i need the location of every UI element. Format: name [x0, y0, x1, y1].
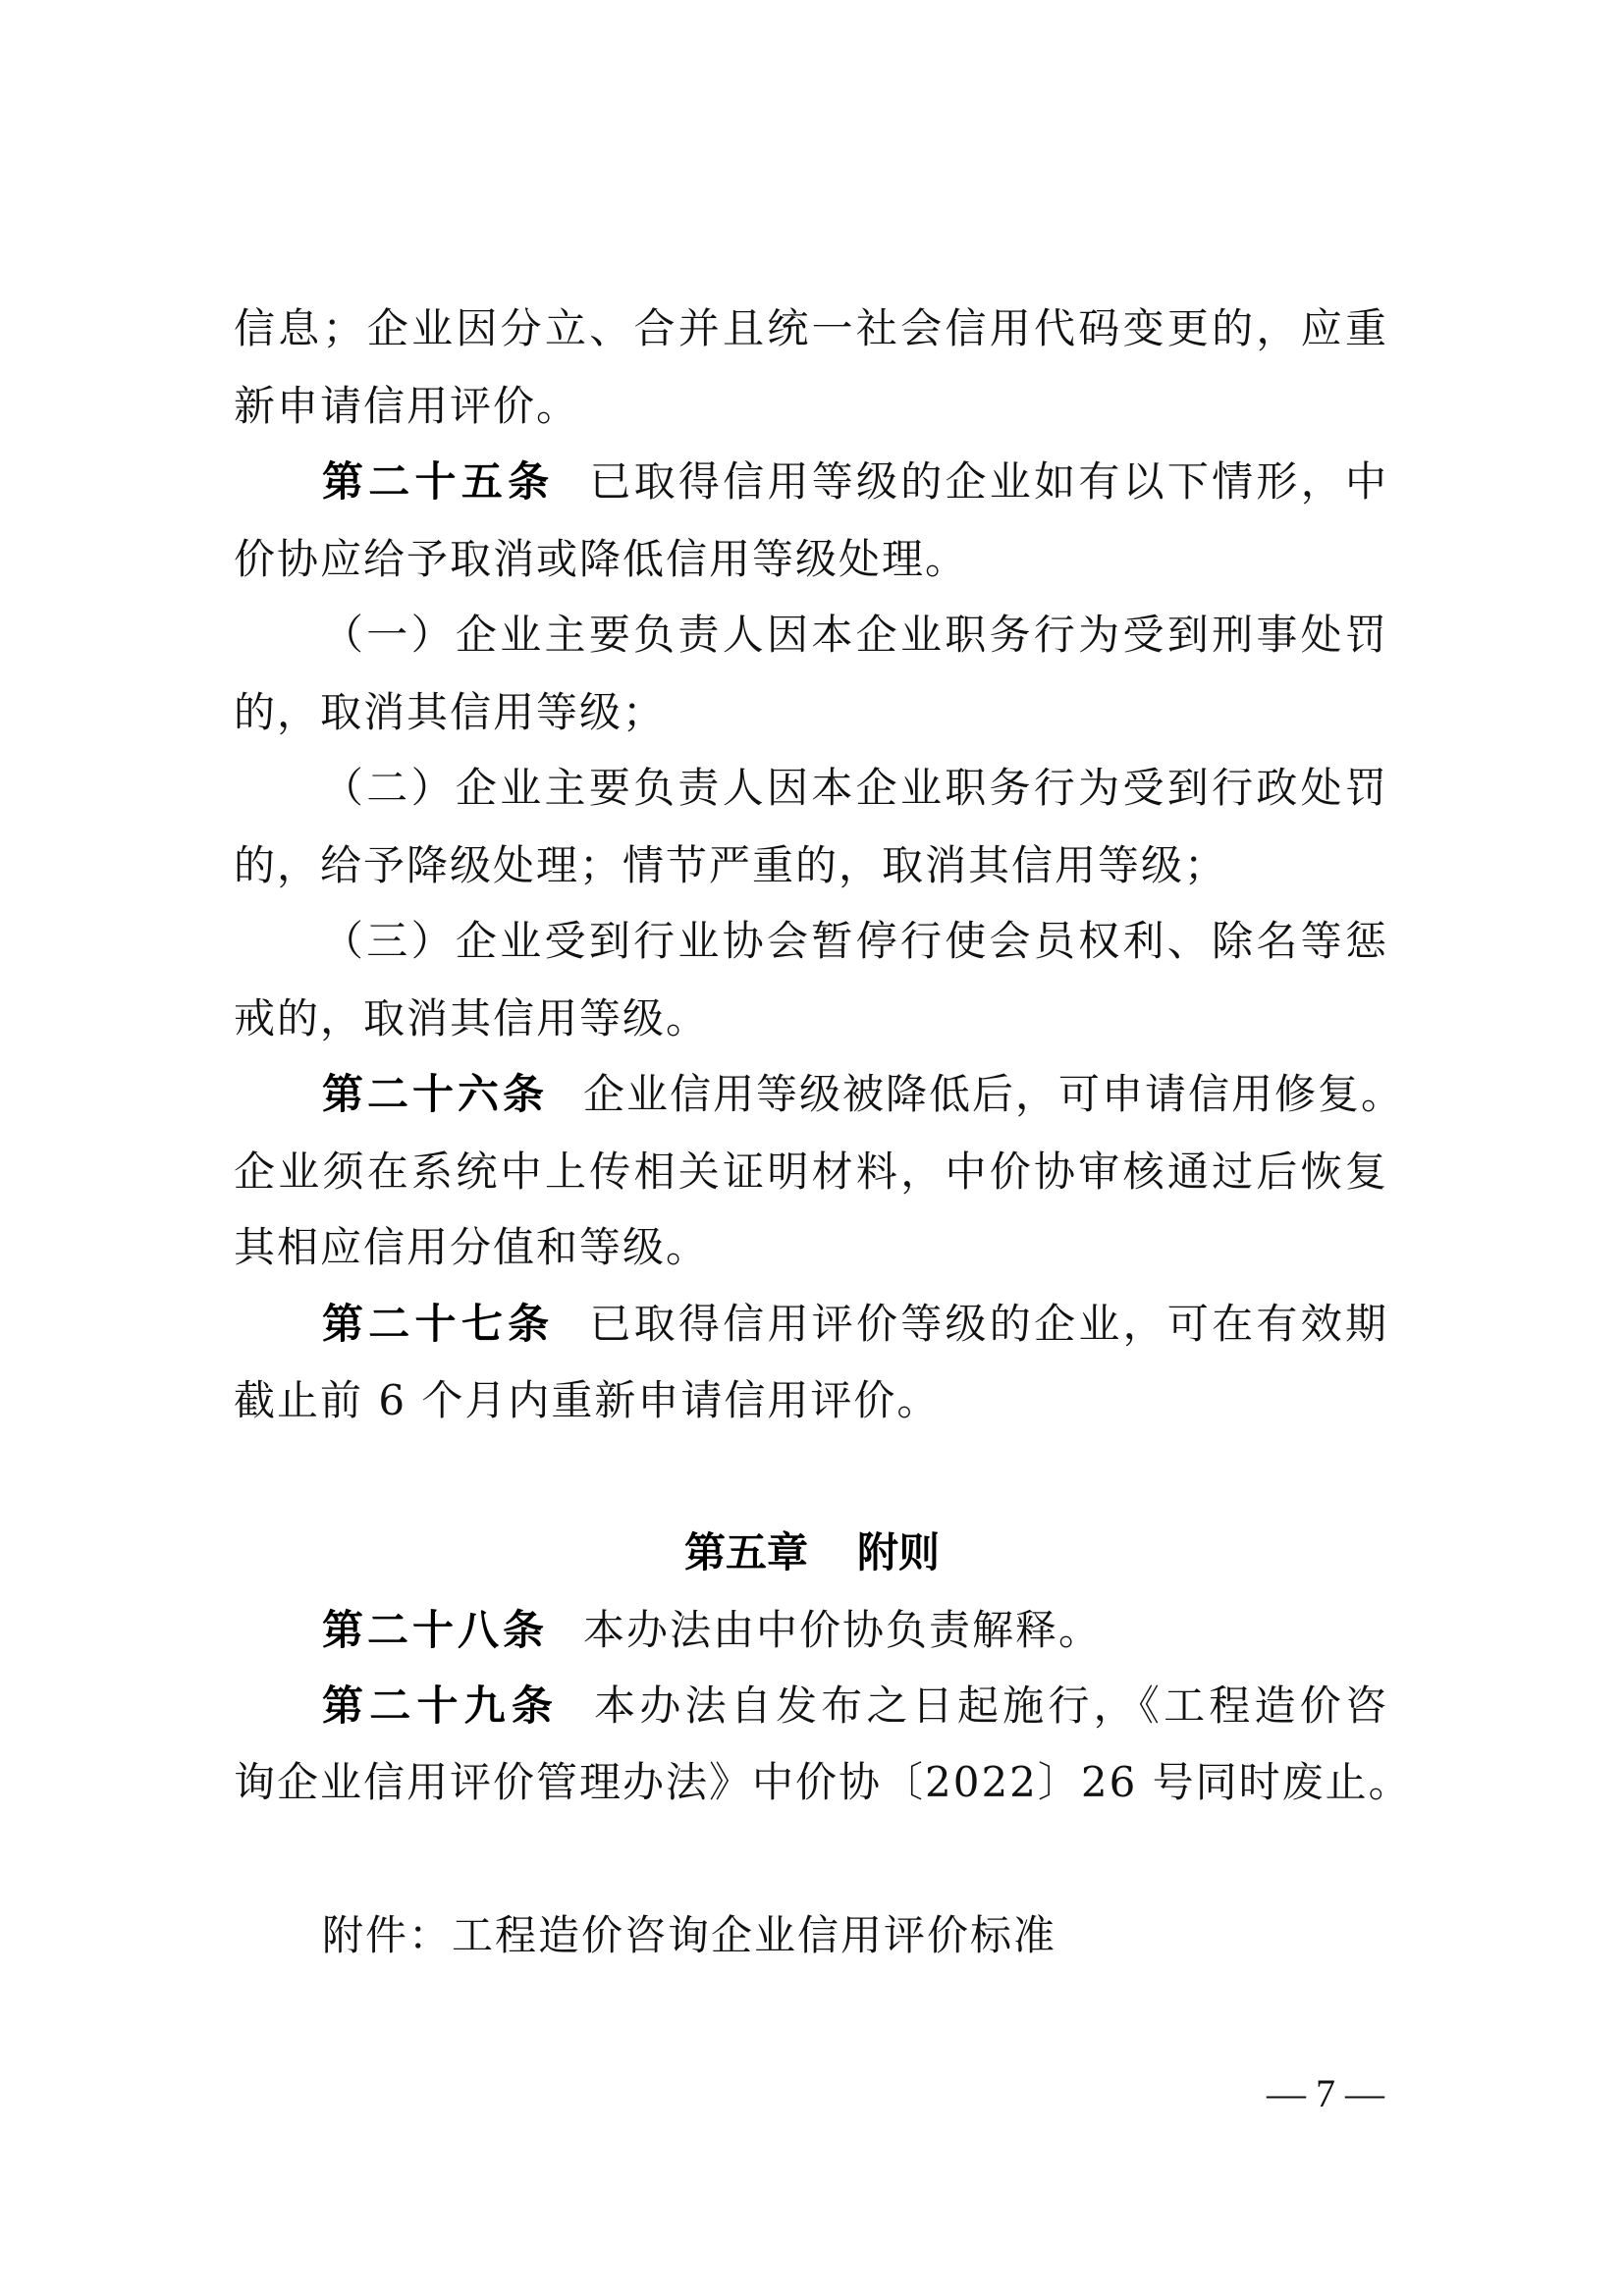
paragraph-line: 价协应给予取消或降低信用等级处理。	[234, 535, 969, 583]
article-heading: 第二十五条	[322, 457, 555, 506]
paragraph-line: 新申请信用评价。	[234, 382, 580, 430]
attachment-note: 附件：工程造价咨询企业信用评价标准	[322, 1911, 1057, 1959]
article-25	[322, 454, 1388, 509]
paragraph-line: 信息；企业因分立、合并且统一社会信用代码变更的，应重	[234, 304, 1388, 352]
article-28	[322, 1603, 1388, 1658]
paragraph-line: 的，给予降级处理；情节严重的，取消其信用等级；	[234, 841, 1228, 889]
article-text: 已取得信用等级的企业如有以下情形，中	[589, 457, 1388, 506]
chapter-number: 第五章	[683, 1528, 808, 1576]
article-heading: 第二十八条	[322, 1606, 549, 1654]
paragraph-line: 询企业信用评价管理办法》中价协〔2022〕26 号同时废止。	[234, 1758, 1412, 1806]
paragraph-line: 其相应信用分值和等级。	[234, 1223, 710, 1271]
paragraph-line: 戒的，取消其信用等级。	[234, 994, 710, 1042]
paragraph-line: 的，取消其信用等级；	[234, 688, 667, 736]
article-27	[322, 1297, 1388, 1352]
article-text: 本办法由中价协负责解释。	[583, 1606, 1103, 1654]
page-number: — 7 —	[1267, 2071, 1384, 2115]
article-text: 已取得信用评价等级的企业，可在有效期	[589, 1300, 1388, 1348]
article-heading: 第二十七条	[322, 1300, 555, 1348]
article-text: 企业信用等级被降低后，可申请信用修复。	[583, 1070, 1405, 1118]
article-heading: 第二十九条	[322, 1682, 560, 1730]
chapter-title: 附则	[857, 1528, 941, 1576]
article-heading: 第二十六条	[322, 1070, 549, 1118]
list-item-1: （一）企业主要负责人因本企业职务行为受到刑事处罚	[322, 611, 1388, 659]
chapter-heading	[0, 1525, 1624, 1580]
list-item-2: （二）企业主要负责人因本企业职务行为受到行政处罚	[322, 764, 1388, 812]
paragraph-line: 企业须在系统中上传相关证明材料，中价协审核通过后恢复	[234, 1148, 1388, 1196]
article-29	[322, 1679, 1388, 1734]
article-26	[322, 1067, 1405, 1122]
article-text: 本办法自发布之日起施行，《工程造价咨	[594, 1682, 1388, 1730]
paragraph-line: 截止前 6 个月内重新申请信用评价。	[234, 1376, 941, 1424]
list-item-3: （三）企业受到行业协会暂停行使会员权利、除名等惩	[322, 917, 1388, 965]
